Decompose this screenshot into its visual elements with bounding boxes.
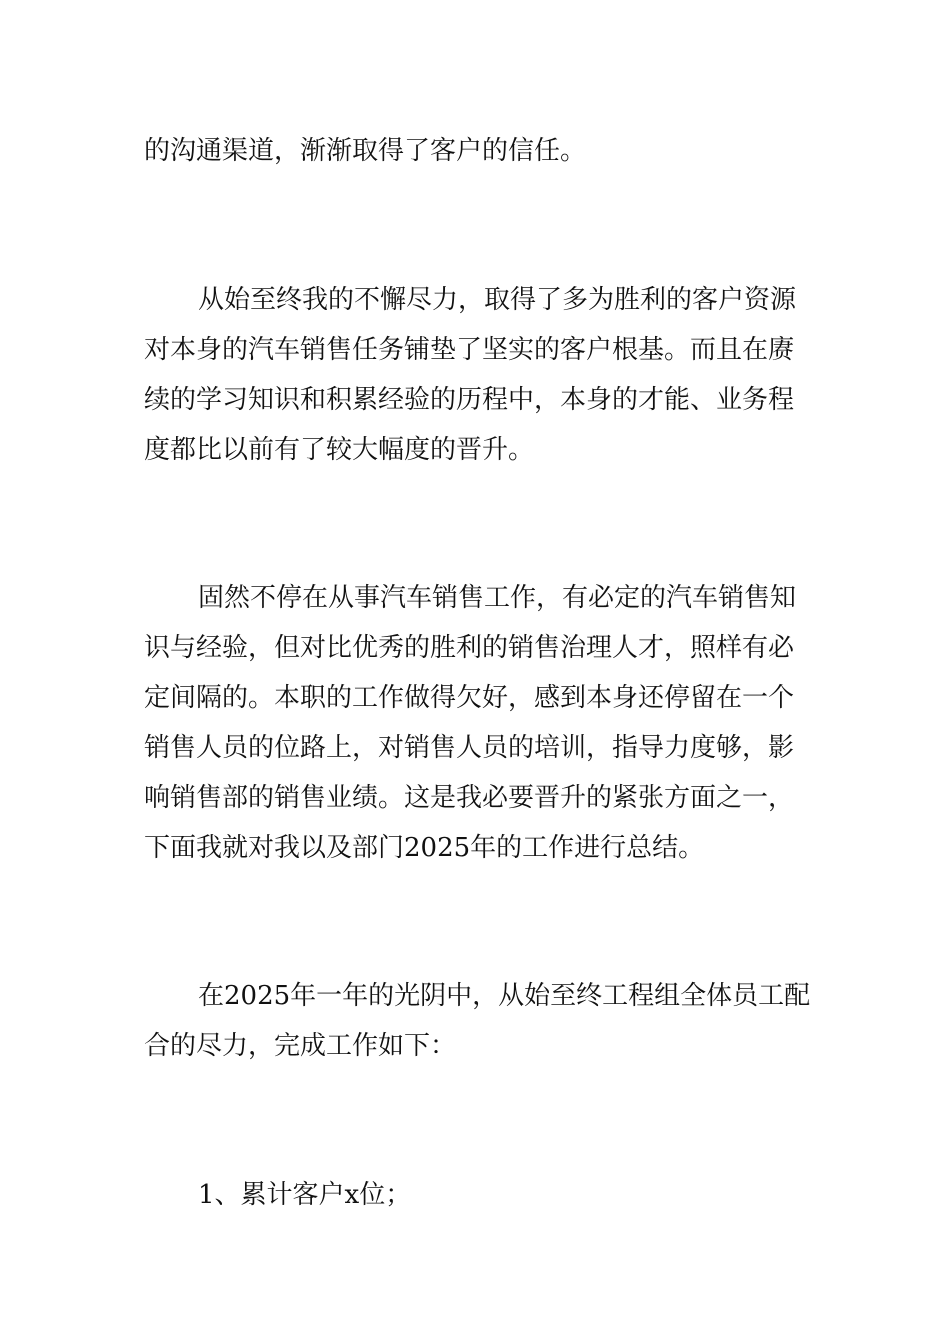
- paragraph-3-line-4: 销售人员的位路上，对销售人员的培训，指导力度够，影: [144, 733, 795, 763]
- paragraph-3-line-1: 固然不停在从事汽车销售工作，有必定的汽车销售知: [198, 583, 797, 613]
- paragraph-3-line-2: 识与经验，但对比优秀的胜利的销售治理人才，照样有必: [144, 633, 795, 663]
- paragraph-3-line-3: 定间隔的。本职的工作做得欠好，感到本身还停留在一个: [144, 683, 795, 713]
- paragraph-4-line-2: 合的尽力，完成工作如下：: [144, 1031, 457, 1061]
- paragraph-3-line-5: 响销售部的销售业绩。这是我必要晋升的紧张方面之一，: [144, 783, 795, 813]
- paragraph-1-line-1: 的沟通渠道，渐渐取得了客户的信任。: [144, 136, 587, 166]
- paragraph-3-line-6: 下面我就对我以及部门2025年的工作进行总结。: [144, 833, 705, 863]
- paragraph-2-line-3: 续的学习知识和积累经验的历程中，本身的才能、业务程: [144, 385, 795, 415]
- paragraph-2-line-4: 度都比以前有了较大幅度的晋升。: [144, 435, 535, 465]
- paragraph-5-line-1: 1、累计客户x位；: [198, 1180, 412, 1210]
- paragraph-2-line-1: 从始至终我的不懈尽力，取得了多为胜利的客户资源: [198, 285, 797, 315]
- paragraph-2-line-2: 对本身的汽车销售任务铺垫了坚实的客户根基。而且在赓: [144, 335, 795, 365]
- paragraph-4-line-1: 在2025年一年的光阴中，从始至终工程组全体员工配: [198, 981, 811, 1011]
